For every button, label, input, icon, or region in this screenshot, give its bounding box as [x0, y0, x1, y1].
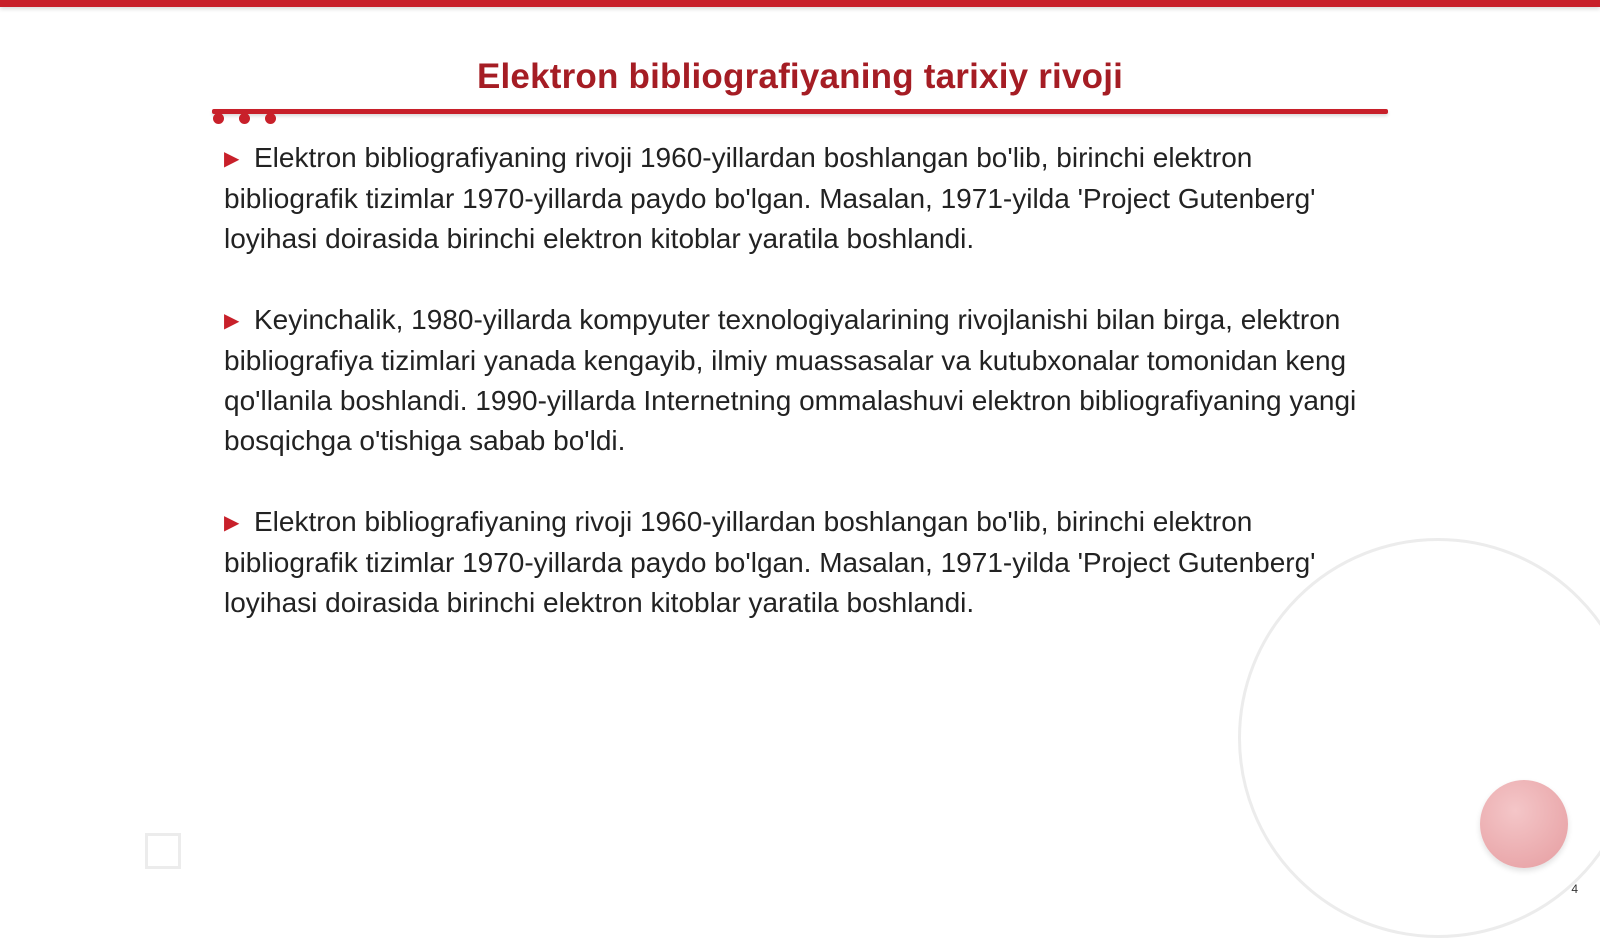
decorative-dot [213, 113, 224, 124]
bullet-item [224, 138, 1374, 259]
bullet-text: Elektron bibliografiyaning rivoji 1960-yillardan boshlangan bo'lib, birinchi elektron bibliografik tizimlar 1970-yillarda paydo bo'lgan. Masalan, 1971-yilda 'Project Gutenberg' loyihasi doirasida birinchi elektron kitoblar yaratila boshlandi. [224, 506, 1316, 618]
decorative-dot [239, 113, 250, 124]
page-number: 4 [1571, 882, 1578, 896]
bullet-text: Keyinchalik, 1980-yillarda kompyuter texnologiyalarining rivojlanishi bilan birga, elektron bibliografiya tizimlari yanada kengayib, ilmiy muassasalar va kutubxonalar tomonidan keng qo'llanila boshlandi. 1990-yillarda Internetning ommalashuvi elektron bibliografiyaning yangi bosqichga o'tishiga sabab bo'ldi. [224, 304, 1357, 456]
bullet-item [224, 502, 1374, 623]
bullet-arrow-icon: ▶ [224, 512, 240, 534]
bullet-item [224, 300, 1374, 461]
decorative-dot [265, 113, 276, 124]
bullet-text: Elektron bibliografiyaning rivoji 1960-yillardan boshlangan bo'lib, birinchi elektron bibliografik tizimlar 1970-yillarda paydo bo'lgan. Masalan, 1971-yilda 'Project Gutenberg' loyihasi doirasida birinchi elektron kitoblar yaratila boshlandi. [224, 142, 1316, 254]
bullet-arrow-icon: ▶ [224, 148, 240, 170]
decorative-pink-circle [1480, 780, 1568, 868]
slide-content [224, 138, 1374, 664]
bullet-arrow-icon: ▶ [224, 310, 240, 332]
decorative-square [145, 833, 181, 869]
slide-title: Elektron bibliografiyaning tarixiy rivoji [476, 57, 1124, 96]
title-underline [212, 109, 1388, 114]
top-accent-bar [0, 0, 1600, 7]
